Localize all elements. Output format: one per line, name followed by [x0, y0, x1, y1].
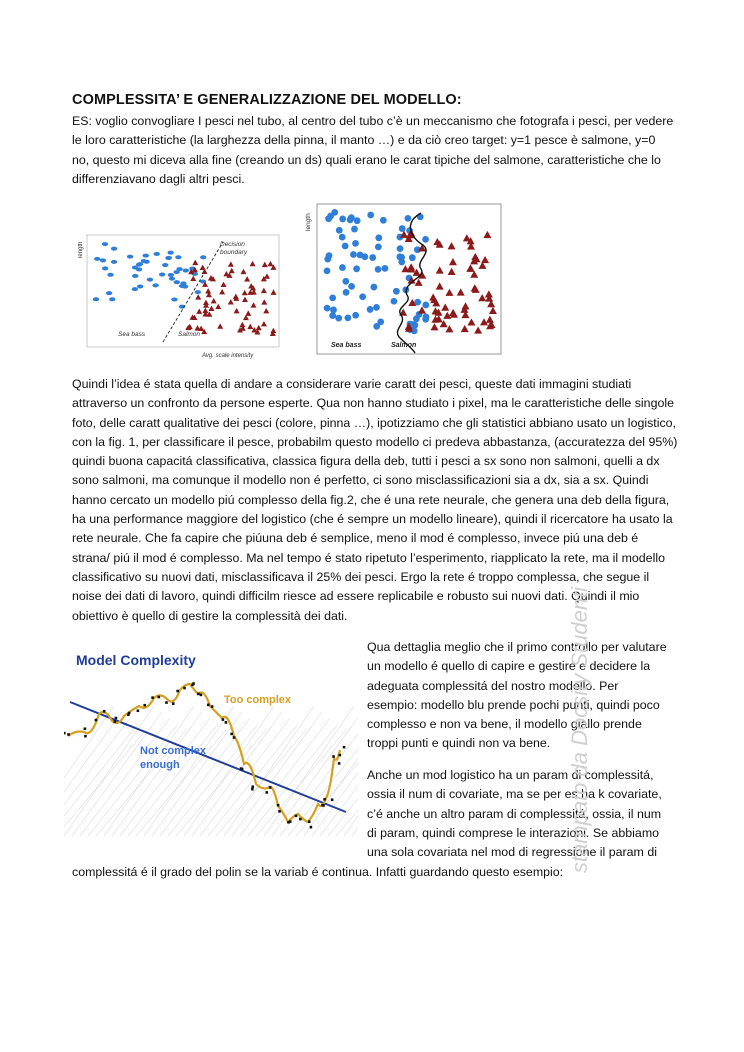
data-point: [251, 788, 254, 791]
data-point: [200, 694, 203, 697]
point-marker: [159, 273, 165, 277]
data-point: [338, 762, 341, 765]
point-marker: [339, 234, 346, 241]
point-marker: [171, 297, 177, 301]
data-point: [278, 810, 281, 813]
point-marker: [335, 315, 342, 322]
point-marker: [327, 213, 334, 220]
data-point: [331, 798, 334, 801]
point-marker: [324, 305, 331, 312]
data-point: [207, 704, 210, 707]
point-marker: [141, 259, 147, 263]
data-point: [277, 804, 280, 807]
point-marker: [111, 247, 117, 251]
point-marker: [132, 265, 138, 269]
point-marker: [352, 312, 359, 319]
point-marker: [132, 274, 138, 278]
point-marker: [200, 255, 206, 259]
point-marker: [357, 252, 364, 259]
data-point: [295, 815, 298, 818]
data-point: [343, 746, 346, 749]
too-complex-label: Too complex: [224, 694, 292, 706]
point-marker: [169, 277, 175, 281]
point-marker: [106, 291, 112, 295]
point-marker: [391, 298, 398, 305]
point-marker: [367, 212, 374, 219]
point-marker: [339, 216, 346, 223]
data-point: [172, 702, 175, 705]
point-marker: [350, 251, 357, 258]
point-marker: [329, 294, 336, 301]
fig1-y-label: length: [78, 241, 84, 258]
point-marker: [180, 281, 186, 285]
figure-complex-boundary: [303, 203, 503, 359]
point-marker: [409, 254, 416, 261]
point-marker: [353, 265, 360, 272]
point-marker: [102, 242, 108, 246]
body-paragraph: Quindi l’idea é stata quella di andare a considerare varie caratt dei pesci, queste dati immagini studiati attraverso un confronto da persone esperte. Qua non hanno studiato i pixel, ma le caratteristiche delle singole foto, delle caratt qualitative dei pesci (colore, pinna …), ipotizziamo che gli statistici abbiano usato un logistico, con la fig. 1, per classificare il pesce, probabilm questo modello ci predeva abbastanza, (accuratezza del 95%) quindi buona capacitá classificativa, classica figura della deb, tutti i pesci a sx sono non salmoni, quelli a dx sono salmoni, ma comunque il modello non é perfetto, ci sono misclassificazioni sia a dx, sia a sx. Quindi hanno cercato un modello piú complesso della fig.2, che é una rete neurale, che genera una deb della figura, ha una performance maggiore del logistico (che é sempre un modello lineare), quindi il ricercatore ha usato la rete neurale. Che fa capire che piúuna deb é semplice, meno il mod é complesso, invece piú una deb é strana/ piú il mod é complesso. Ma nel tempo é stato ripetuto l’esperimento, riapplicato la rete, ma il modello classificativo su nuovi dati, misclassificava il 25% dei pesci. Ergo la rete é troppo complessa, che segue il noise dei dati di lavoro, quindi difficilm riesce ad essere replicabile e robusto sui nuovi dati. Quindi il mio obiettivo è quello di gestire la complessità dei dati.: [72, 377, 678, 623]
point-marker: [152, 283, 158, 287]
point-marker: [354, 217, 361, 224]
data-point: [241, 768, 244, 771]
figure-explanation-paragraph: Qua dettaglia meglio che il primo controllo per valutare un modello é quello di capire e gestire e decidere la adeguata complessitá del nostro modello. Per esempio: modello blu prende pochi punti, quindi poco complesso e non va bene, il modello giallo prende troppi punti e quindi non va bene.: [367, 640, 667, 751]
data-point: [321, 804, 324, 807]
point-marker: [348, 283, 355, 290]
section-heading: COMPLESSITA’ E GENERALIZZAZIONE DEL MODELLO:: [72, 92, 462, 108]
point-marker: [347, 216, 354, 223]
point-marker: [380, 217, 387, 224]
data-point: [266, 791, 269, 794]
data-point: [67, 733, 70, 736]
not-complex-label-2: enough: [140, 759, 180, 771]
data-point: [158, 696, 161, 699]
point-marker: [127, 255, 133, 259]
fig1-boundary-label-2: boundary: [220, 249, 248, 256]
fig1-x-label: Avg. scale intensity: [202, 353, 254, 359]
data-point: [84, 727, 87, 730]
hatch-line: [64, 718, 130, 836]
point-marker: [344, 314, 351, 321]
data-point: [338, 754, 341, 757]
point-marker: [166, 256, 172, 260]
point-marker: [147, 278, 153, 282]
point-marker: [324, 256, 331, 263]
data-point: [233, 736, 236, 739]
data-point: [115, 717, 118, 720]
data-point: [151, 696, 154, 699]
point-marker: [167, 251, 173, 255]
point-marker: [336, 227, 343, 234]
watermark-text: stampato da Docsity Studenti: [567, 586, 592, 874]
point-marker: [132, 287, 138, 291]
data-point: [197, 693, 200, 696]
hatch-line: [64, 730, 146, 836]
data-point: [183, 687, 186, 690]
not-complex-label-1: Not complex: [140, 745, 207, 757]
point-marker: [143, 254, 149, 258]
intro-paragraph: ES: voglio convogliare I pesci nel tubo, al centro del tubo c’è un meccanismo che fotografa i pesci, per vedere le loro caratteristiche (la larghezza della pinna, il manto …) e da ciò creo target: y=1 pesce è salmone, y=0 no, questo mi diceva alla fine (creando un ds) quali erano le carat tipiche del salmone, caratteristiche che lo differenziavano dagli altri pesci.: [72, 114, 674, 186]
fig3-title: Model Complexity: [76, 652, 196, 668]
point-marker: [382, 265, 389, 272]
point-marker: [422, 302, 429, 309]
data-point: [64, 732, 66, 735]
point-marker: [399, 225, 406, 232]
data-point: [143, 704, 146, 707]
data-point: [128, 712, 131, 715]
data-point: [176, 690, 179, 693]
point-marker: [175, 255, 181, 259]
fig2-y-label: length: [305, 213, 312, 231]
background-hatching: [64, 706, 358, 836]
data-point: [192, 682, 195, 685]
watermark: [560, 540, 600, 920]
point-marker: [397, 245, 404, 252]
data-point: [323, 798, 326, 801]
point-marker: [176, 267, 182, 271]
point-marker: [107, 273, 113, 277]
point-marker: [423, 314, 430, 321]
hatch-line: [336, 730, 358, 836]
point-marker: [369, 254, 376, 261]
fig1-sea-bass-label: Sea bass: [118, 331, 146, 338]
data-point: [299, 818, 302, 821]
point-marker: [168, 273, 174, 277]
fig2-salmon-label: Salmon: [391, 342, 417, 349]
data-point: [165, 701, 168, 704]
point-marker: [342, 243, 349, 250]
fig2-sea-bass-label: Sea bass: [331, 342, 362, 349]
point-marker: [324, 268, 331, 275]
data-point: [95, 719, 98, 722]
fig1-salmon-label: Salmon: [178, 331, 201, 338]
point-marker: [422, 236, 429, 243]
point-marker: [339, 264, 346, 271]
point-marker: [359, 293, 366, 300]
data-point: [269, 786, 272, 789]
data-point: [84, 735, 87, 738]
point-marker: [375, 266, 382, 273]
point-marker: [174, 280, 180, 284]
figure-linear-boundary: [78, 232, 282, 360]
data-point: [251, 785, 254, 788]
point-marker: [343, 289, 350, 296]
data-point: [310, 826, 313, 829]
point-marker: [102, 266, 108, 270]
point-marker: [94, 257, 100, 261]
hatch-line: [64, 706, 114, 836]
point-marker: [342, 278, 349, 285]
point-marker: [195, 290, 201, 294]
data-point: [114, 720, 117, 723]
data-point: [211, 705, 214, 708]
point-marker: [109, 297, 115, 301]
point-marker: [396, 253, 403, 260]
hatch-line: [320, 718, 358, 836]
point-marker: [377, 318, 384, 325]
point-marker: [154, 252, 160, 256]
data-point: [287, 821, 290, 824]
point-marker: [329, 312, 336, 319]
closing-paragraph: complessitá é il grado del polin se la variab é continua. Infatti guardando questo esempio:: [72, 865, 564, 879]
point-marker: [111, 260, 117, 264]
point-marker: [375, 243, 382, 250]
point-marker: [370, 284, 377, 291]
point-marker: [405, 215, 412, 222]
point-marker: [367, 306, 374, 313]
point-marker: [393, 288, 400, 295]
figure-model-complexity: [64, 646, 358, 846]
point-marker: [183, 269, 189, 273]
hatch-line: [64, 712, 122, 836]
data-point: [103, 710, 106, 713]
data-point: [230, 733, 233, 736]
point-marker: [137, 284, 143, 288]
point-marker: [93, 297, 99, 301]
data-point: [137, 709, 140, 712]
fig1-boundary-label-1: Decision: [220, 241, 245, 248]
point-marker: [373, 304, 380, 311]
point-marker: [100, 258, 106, 262]
hatch-line: [312, 712, 358, 836]
complexity-parameter-paragraph: Anche un mod logistico ha un param di complessitá, ossia il num di covariate, ma se per es ha k covariate, c’é anche un altro param di complessitá, ossia, il num di param, quindi comprese le interazioni. Se abbiamo una sola covariata nel mod di regressione il param di: [367, 768, 662, 860]
data-point: [225, 721, 228, 724]
point-marker: [352, 240, 359, 247]
point-marker: [351, 226, 358, 233]
data-point: [332, 755, 335, 758]
point-marker: [375, 234, 382, 241]
data-point: [308, 820, 311, 823]
data-point: [222, 718, 225, 721]
point-marker: [162, 263, 168, 267]
